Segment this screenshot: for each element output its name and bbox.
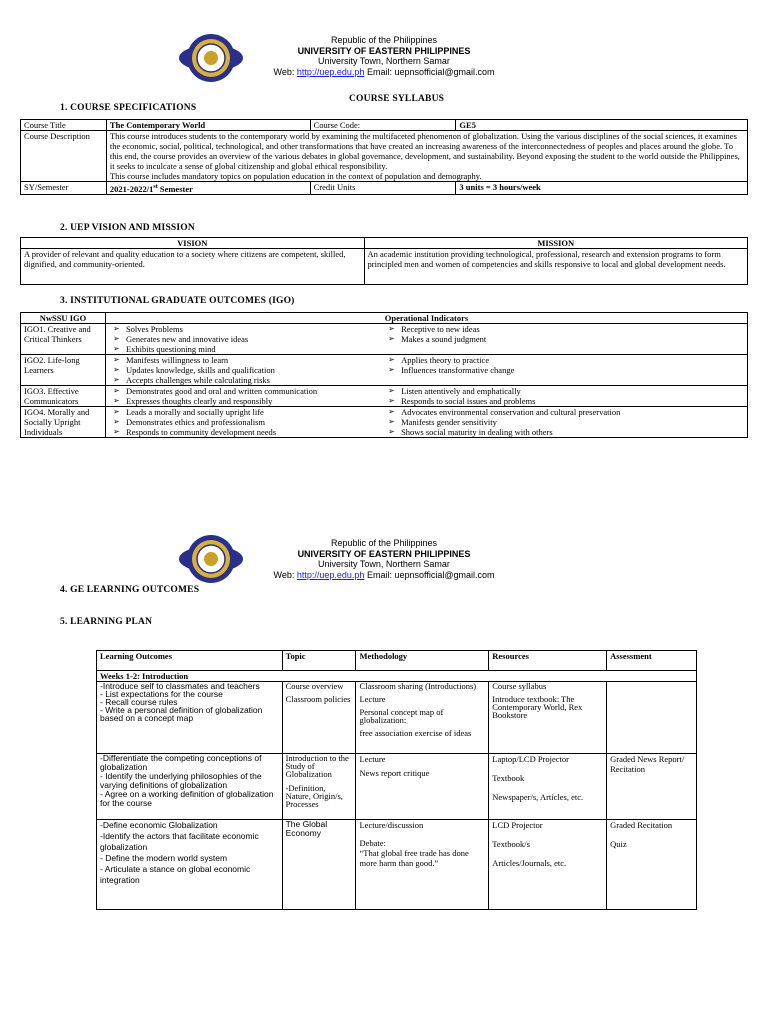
igo-indicators-right [381,407,747,438]
igo-indicators-left [105,407,381,438]
learning-plan-table [96,650,697,910]
igo-col-header: NwSSU IGO [21,313,106,324]
assessment-cell [607,820,697,910]
method-item: Lecture [359,694,386,704]
course-code-label: Course Code: [310,120,456,131]
indicator-item: ➢ Expresses thoughts clearly and responsibly [109,396,378,406]
igo-indicators-left [105,355,381,386]
igo-name: IGO2. Life-long Learners [21,355,106,386]
sy-semester-label: SY/Semester [21,182,107,195]
outcomes-cell [97,682,283,754]
indicator-item: ➢ Updates knowledge, skills and qualification [109,365,378,375]
outcome-item: - Agree on a working definition of globalization for the course [100,789,274,808]
credit-units-value: 3 units = 3 hours/week [456,182,748,195]
outcome-item: - Identify the underlying philosophies of the varying definitions of globalization [100,771,262,790]
mission-header: MISSION [364,238,747,249]
indicator-item: ➢ Leads a morally and socially upright life [109,407,378,417]
email-text: uepnsofficial@gmail.com [394,569,495,580]
outcome-item: -Identify the actors that facilitate economic globalization [100,831,259,852]
indicator-item: ➢ Responds to social issues and problems [384,396,744,406]
plan-row [97,820,697,910]
assessment-item: Graded Recitation [610,820,673,830]
web-link[interactable]: http://uep.edu.ph [296,569,365,580]
section-learning-plan: 5. LEARNING PLAN [60,617,153,627]
indicator-item: ➢ Influences transformative change [384,365,744,375]
methodology-cell [356,820,489,910]
indicator-item: ➢ Advocates environmental conservation and cultural preservation [384,407,744,417]
course-description-value [106,131,747,182]
topic-item: The Global Economy [285,819,328,838]
method-item: free association exercise of ideas [359,728,472,738]
republic-line: Republic of the Philippines [330,35,438,45]
course-title-value: The Contemporary World [106,120,310,131]
web-link[interactable]: http://uep.edu.ph [296,66,365,77]
resource-item: Textbook/s [492,839,530,849]
method-item: Classroom sharing (Introductions) [359,681,477,691]
university-name: UNIVERSITY OF EASTERN PHILIPPINES [297,548,471,559]
outcome-item: -Differentiate the competing conceptions of globalization [100,753,262,772]
igo-row [21,324,748,355]
republic-line: Republic of the Philippines [330,538,438,548]
university-town: University Town, Northern Samar [318,56,450,66]
igo-name: IGO3. Effective Communicators [21,386,106,407]
method-item: Personal concept map of globalization: [359,707,444,725]
topic-item: -Definition, Nature, Origin/s, Processes [285,783,343,809]
header-learning-outcomes: Learning Outcomes [97,651,283,671]
contact-line [0,570,768,581]
outcome-item: -Define economic Globalization [100,820,218,830]
description-text: This course introduces students to the contemporary world by examining the multifaceted phenomenon of globalization. Using the various disciplines of the social sciences, it examines the economic, social, political, technological, and other transformations that have created an increasing awareness of the interconnectedness of peoples and places around the globe. To this end, the course provides an overview of the various debates in global governance, development, and sustainability. Beyond exposing the student to the world outside the Philippines, it seeks to inculcate a sense of global citizenship and global ethical responsibility. [109,131,740,171]
indicator-item: ➢ Applies theory to practice [384,355,744,365]
section-course-specifications: 1. COURSE SPECIFICATIONS [60,103,197,113]
vision-header: VISION [21,238,365,249]
contact-line [0,67,768,78]
outcome-item: - List expectations for the course [100,689,223,699]
outcome-item: - Articulate a stance on global economic integration [100,864,251,885]
assessment-cell [607,682,697,754]
email-label: Email: [366,569,392,580]
sy-tail: Semester [157,183,193,194]
email-text: uepnsofficial@gmail.com [394,66,495,77]
resource-item: Newspaper/s, Articles, etc. [492,792,584,802]
web-label: Web: [273,569,295,580]
assessment-item: Graded News Report/ Recitation [610,754,685,774]
web-label: Web: [273,66,295,77]
resource-item: Introduce textbook: The Contemporary World, Rex Bookstore [492,694,583,720]
university-town: University Town, Northern Samar [318,559,450,569]
indicator-item: ➢ Exhibits questioning mind [109,344,378,354]
assessment-cell [607,754,697,820]
header-topic: Topic [282,651,356,671]
credit-units-label: Credit Units [310,182,456,195]
header-resources: Resources [489,651,607,671]
method-item: News report critique [359,768,430,778]
topic-item: Course overview [285,681,344,691]
igo-indicators-left [105,324,381,355]
sy-semester-value [106,182,310,195]
header-assessment: Assessment [607,651,697,671]
university-name: UNIVERSITY OF EASTERN PHILIPPINES [297,45,471,56]
method-item: “That global free trade has done more harm than good.” [359,848,469,868]
outcomes-cell [97,754,283,820]
outcome-item: - Write a personal definition of globalization based on a concept map [100,705,263,723]
indicator-item: ➢ Demonstrates ethics and professionalism [109,417,378,427]
method-item: Lecture/discussion [359,820,424,830]
course-description-label: Course Description [21,131,107,182]
section-igo: 3. INSTITUTIONAL GRADUATE OUTCOMES (IGO) [60,296,295,306]
resource-item: Textbook [492,773,525,783]
course-title-label: Course Title [21,120,107,131]
resources-cell [489,820,607,910]
course-specifications-table [20,119,748,195]
methodology-cell [356,754,489,820]
course-code-value: GE5 [456,120,748,131]
section-vision-mission: 2. UEP VISION AND MISSION [60,223,195,233]
methodology-cell [356,682,489,754]
outcome-item: - Recall course rules [100,697,178,707]
igo-row [21,407,748,438]
topic-cell [282,682,356,754]
igo-name: IGO1. Creative and Critical Thinkers [21,324,106,355]
topic-cell [282,820,356,910]
method-item: Lecture [359,754,386,764]
section-ge-learning-outcomes: 4. GE LEARNING OUTCOMES [60,585,200,595]
vision-mission-table [20,237,748,285]
header-methodology: Methodology [356,651,489,671]
resources-cell [489,682,607,754]
outcomes-cell [97,820,283,910]
topic-item: Classroom policies [285,694,351,704]
indicator-item: ➢ Makes a sound judgment [384,334,744,344]
indicators-col-header: Operational Indicators [105,313,747,324]
igo-row [21,355,748,386]
indicator-item: ➢ Receptive to new ideas [384,324,744,334]
topic-item: Introduction to the Study of Globalization [285,753,349,779]
indicator-item: ➢ Listen attentively and emphatically [384,386,744,396]
assessment-item: Quiz [610,839,627,849]
resource-item: Articles/Journals, etc. [492,858,567,868]
resource-item: Laptop/LCD Projector [492,754,569,764]
igo-indicators-left [105,386,381,407]
vision-text: A provider of relevant and quality education to a society where citizens are competent, skilled, dignified, and community-oriented. [21,249,365,285]
document-title: COURSE SYLLABUS [349,94,445,104]
plan-row [97,754,697,820]
letterhead [0,538,768,580]
outcome-item: - Define the modern world system [100,853,228,863]
indicator-item: ➢ Shows social maturity in dealing with others [384,427,744,437]
igo-table [20,312,748,438]
indicator-item: ➢ Responds to community development needs [109,427,378,437]
email-label: Email: [366,66,392,77]
topic-cell [282,754,356,820]
resources-cell [489,754,607,820]
outcome-item: -Introduce self to classmates and teachers [100,681,260,691]
indicator-item: ➢ Manifests willingness to learn [109,355,378,365]
mission-text: An academic institution providing technological, professional, research and extension programs to form principled men and women of competencies and skills responsive to local and global development needs. [364,249,747,285]
method-item: Debate: [359,838,386,848]
description-text-2: This course includes mandatory topics on population education in the context of population and demography. [109,171,482,181]
indicator-item: ➢ Generates new and innovative ideas [109,334,378,344]
sy-text: 2021-2022/1 [109,183,154,194]
igo-row [21,386,748,407]
indicator-item: ➢ Accepts challenges while calculating risks [109,375,378,385]
igo-indicators-right [381,386,747,407]
resource-item: Course syllabus [492,681,547,691]
igo-indicators-right [381,355,747,386]
indicator-item: ➢ Manifests gender sensitivity [384,417,744,427]
plan-row [97,682,697,754]
resource-item: LCD Projector [492,820,543,830]
indicator-item: ➢ Demonstrates good and oral and written communication [109,386,378,396]
igo-name: IGO4. Morally and Socially Upright Individuals [21,407,106,438]
letterhead [0,35,768,77]
indicator-item: ➢ Solves Problems [109,324,378,334]
sy-sup: st [153,184,158,190]
igo-indicators-right [381,324,747,355]
week-label: Weeks 1-2: Introduction [97,671,697,682]
